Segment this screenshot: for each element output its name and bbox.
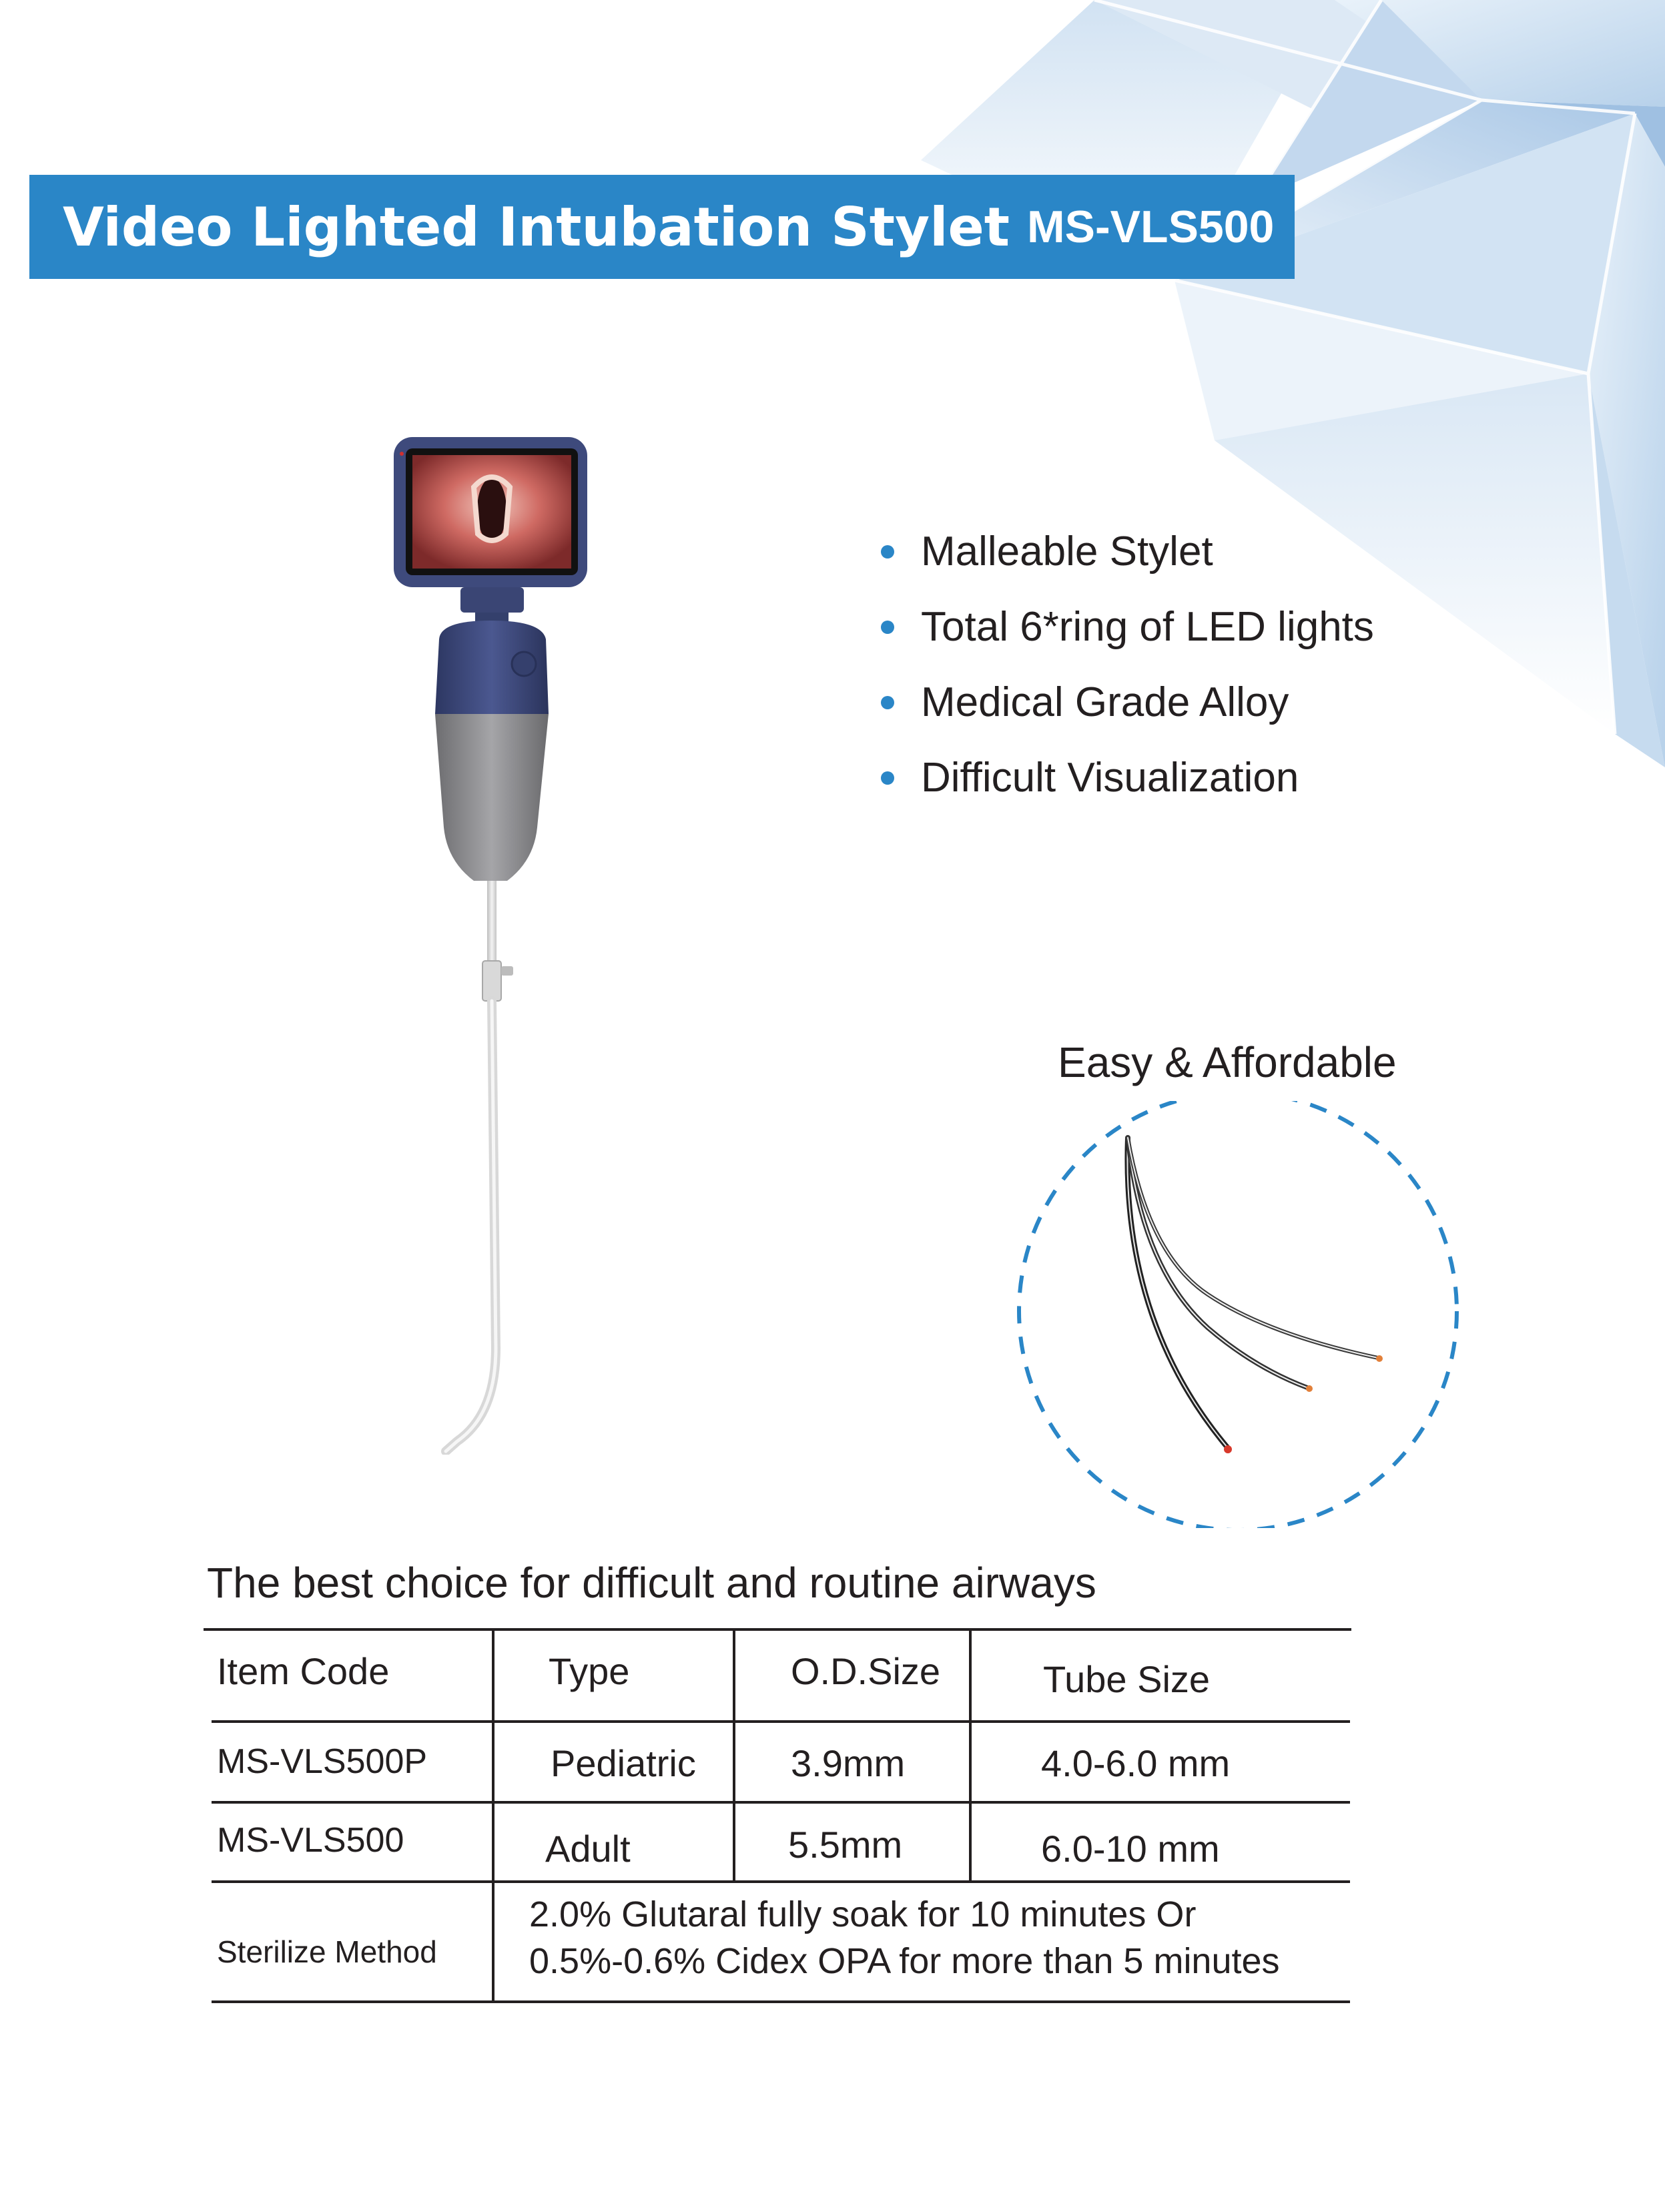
bullet-icon (881, 621, 894, 634)
table-cell: Adult (545, 1828, 631, 1870)
table-cell: 3.9mm (791, 1742, 906, 1784)
background-facet-graphic (0, 0, 1665, 801)
tagline: The best choice for difficult and routine airways (207, 1559, 1096, 1607)
device-illustration (374, 427, 627, 1455)
table-cell: 6.0-10 mm (1041, 1828, 1220, 1870)
header-od-size: O.D.Size (791, 1650, 941, 1692)
feature-label: Total 6*ring of LED lights (921, 604, 1374, 650)
feature-item (881, 514, 1374, 589)
feature-item (881, 589, 1374, 665)
spec-table (204, 1628, 1351, 2008)
table-cell: 5.5mm (788, 1824, 903, 1866)
feature-list (881, 514, 1374, 815)
header-item-code: Item Code (217, 1650, 390, 1692)
feature-item (881, 740, 1374, 815)
table-cell: 4.0-6.0 mm (1041, 1742, 1231, 1784)
title-banner (29, 175, 1295, 279)
header-type: Type (549, 1650, 630, 1692)
sterilize-line-2: 0.5%-0.6% Cidex OPA for more than 5 minutes (529, 1941, 1280, 1981)
bullet-icon (881, 696, 894, 709)
product-title: Video Lighted Intubation Stylet (63, 196, 1010, 258)
sterilize-line-1: 2.0% Glutaral fully soak for 10 minutes Or (529, 1894, 1197, 1934)
easy-affordable-heading: Easy & Affordable (1058, 1038, 1397, 1086)
flexible-stylet-circle-graphic (1008, 1101, 1461, 1528)
bullet-icon (881, 771, 894, 785)
product-model: MS-VLS500 (1027, 202, 1275, 252)
table-cell: MS-VLS500 (217, 1821, 404, 1860)
sterilize-label: Sterilize Method (217, 1934, 437, 1969)
feature-label: Medical Grade Alloy (921, 679, 1289, 725)
feature-item (881, 665, 1374, 740)
table-cell: Pediatric (551, 1742, 696, 1784)
feature-label: Difficult Visualization (921, 755, 1299, 801)
table-cell: MS-VLS500P (217, 1742, 428, 1781)
header-tube-size: Tube Size (1043, 1658, 1211, 1700)
bullet-icon (881, 545, 894, 559)
feature-label: Malleable Stylet (921, 528, 1213, 575)
